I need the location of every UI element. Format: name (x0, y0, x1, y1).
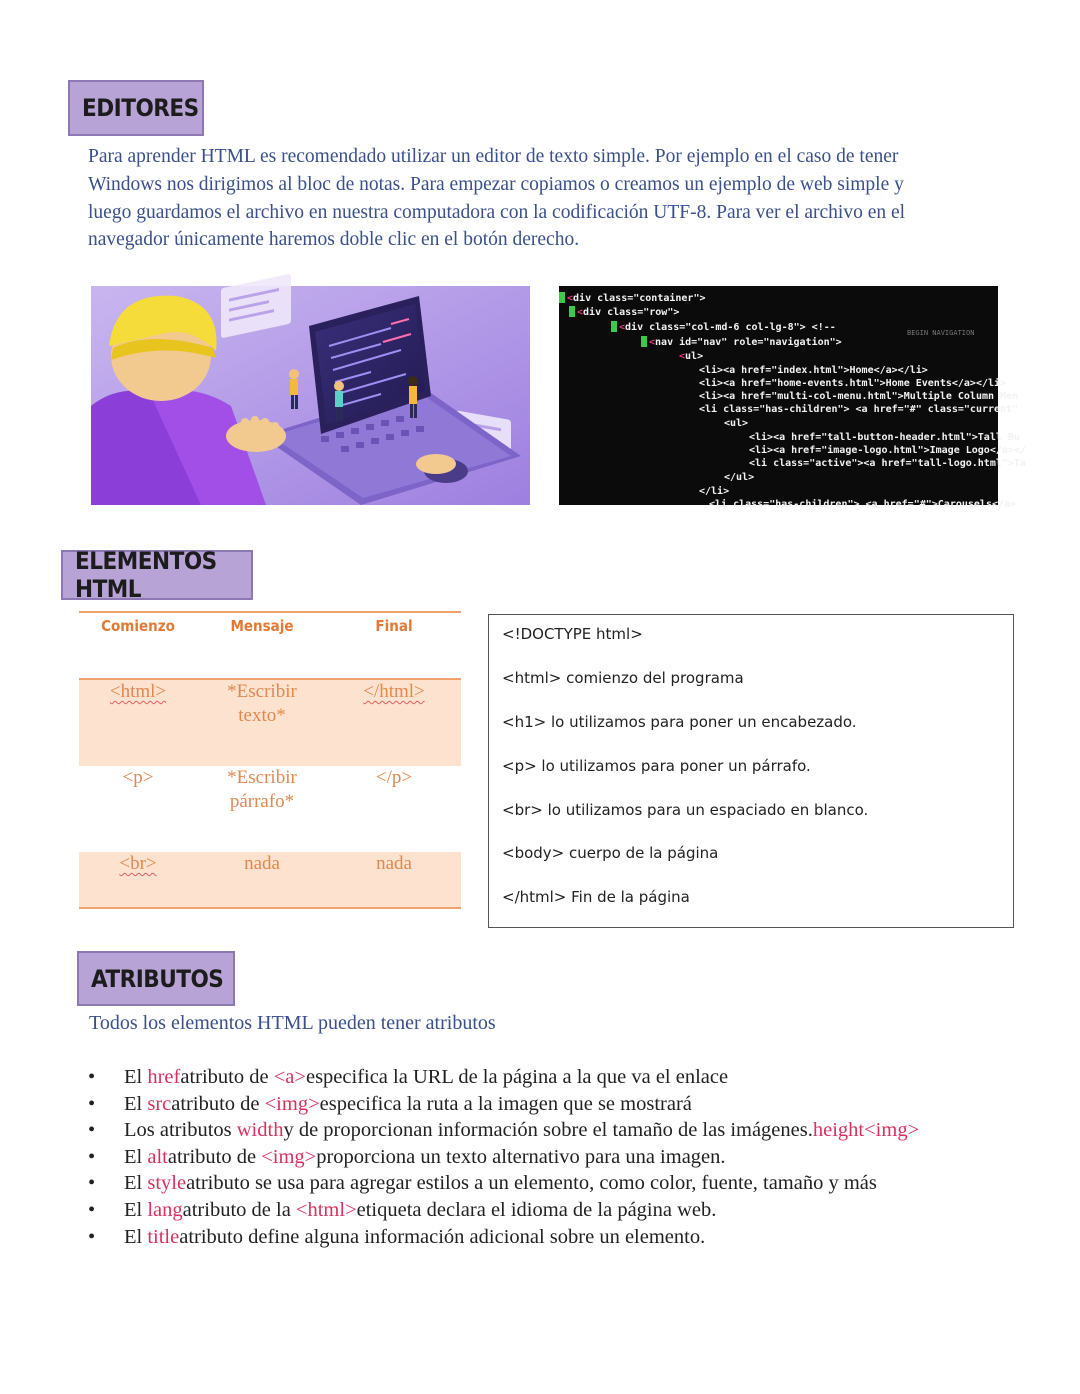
code-line: <li><a href="tall-button-header.html">Tall Bu (749, 432, 1020, 443)
table-row (79, 852, 461, 907)
bullet: • (88, 1092, 96, 1115)
table-rule (79, 907, 461, 909)
table-cell-message: *Escribir (227, 681, 297, 702)
code-line: </html> Fin de la página (502, 888, 690, 906)
editores-paragraph (88, 143, 988, 254)
list-item: • El titleatributo define alguna información adicional sobre un elemento. (86, 1224, 1046, 1251)
code-line: <li><a href="home-events.html">Home Events</a></li> (699, 378, 1007, 389)
bullet: • (88, 1119, 96, 1142)
svg-text:<div class="row">: <div class="row"> (577, 307, 680, 318)
list-item: • El altatributo de <img>proporciona un texto alternativo para una imagen. (86, 1144, 1046, 1171)
bullet: • (88, 1225, 96, 1248)
table-cell-message: texto* (238, 705, 286, 726)
code-screenshot (559, 286, 1026, 510)
bullet: • (88, 1066, 96, 1088)
code-line: <ul> (724, 418, 749, 429)
table-cell-end: </p> (375, 767, 413, 788)
table-cell-message: *Escribir (227, 767, 297, 788)
bullet: • (88, 1172, 96, 1195)
code-line: div class="col-md-6 col-lg-8"> <!-- (625, 322, 836, 333)
list-item: • El styleatributo se usa para agregar estilos a un elemento, como color, fuente, tamaño y más (86, 1170, 1046, 1197)
code-line: ul> (685, 351, 704, 362)
code-line: <br> lo utilizamos para un espaciado en blanco. (502, 801, 869, 819)
code-line: <li><a href="multi-col-menu.html">Multiple Column Men (699, 391, 1019, 402)
developer-illustration (91, 286, 530, 505)
code-line: <html> comienzo del programa (502, 669, 744, 687)
table-row (79, 766, 461, 852)
table-cell-message: nada (244, 853, 280, 874)
svg-text:<ul>: <ul> (679, 351, 704, 362)
table-header: Mensaje (230, 617, 294, 635)
table-cell-start: <html> (109, 681, 167, 702)
svg-text:<nav id="nav" role="navigation: <nav id="nav" role="navigation"> (649, 337, 842, 348)
code-line: <body> cuerpo de la página (502, 844, 719, 862)
code-line: <p> lo utilizamos para poner un párrafo. (502, 757, 811, 775)
table-header: Final (375, 617, 413, 635)
atributos-intro: Todos los elementos HTML pueden tener atributos (89, 1012, 496, 1034)
table-cell-message: párrafo* (229, 791, 295, 812)
svg-text:<div class="container">: <div class="container"> (567, 293, 706, 304)
code-comment: BEGIN NAVIGATION (907, 329, 975, 337)
intro-line: navegador únicamente haremos doble clic en el botón derecho. (88, 229, 580, 251)
table-cell-end: nada (376, 853, 412, 874)
intro-line: Windows nos dirigimos al bloc de notas. Para empezar copiamos o creamos un ejemplo de web simple y (88, 173, 904, 195)
list-item: • Los atributos widthy de proporcionan información sobre el tamaño de las imágenes.height<img> (86, 1117, 1046, 1144)
code-line: <li><a href="image-logo.html">Image Logo</a></ (749, 445, 1026, 456)
bullet: • (88, 1198, 96, 1221)
intro-line: luego guardamos el archivo en nuestra computadora con la codificación UTF-8. Para ver el archivo en el (88, 201, 906, 223)
section-header-elementos: ELEMENTOS HTML (61, 550, 253, 600)
code-line: <!DOCTYPE html> (502, 625, 643, 643)
intro-line: Para aprender HTML es recomendado utilizar un editor de texto simple. Por ejemplo en el caso de tener (88, 146, 899, 167)
svg-text:<div class="col-md-6 col-lg-8": <div class="col-md-6 col-lg-8"> <!-- (619, 322, 836, 333)
code-line: <li><a href="index.html">Home</a></li> (699, 365, 928, 376)
html-structure-box (488, 614, 1014, 928)
attributes-list (86, 1064, 1046, 1250)
table-row (79, 680, 461, 766)
list-item: • El langatributo de la <html>etiqueta declara el idioma de la página web. (86, 1197, 1046, 1224)
code-line: div class="container"> (573, 293, 706, 304)
table-header: Comienzo (101, 617, 175, 635)
code-line: div class="row"> (583, 307, 680, 318)
code-line: <h1> lo utilizamos para poner un encabezado. (502, 713, 857, 731)
bullet: • (88, 1145, 96, 1168)
code-line: </li> (699, 486, 730, 497)
code-line: <li class="has-children"> <a href="#">Carousels</a> (709, 499, 1017, 510)
code-line: <li class="active"><a href="tall-logo.html">Ta (749, 458, 1026, 469)
code-line: </ul> (724, 472, 755, 483)
code-line: nav id="nav" role="navigation"> (655, 337, 842, 348)
table-cell-end: </html> (363, 681, 425, 702)
table-rule (79, 611, 461, 613)
table-cell-start: <p> (122, 767, 154, 788)
code-line: <li class="has-children"> <a href="#" class="current" (699, 404, 1019, 415)
section-header-atributos: ATRIBUTOS (77, 951, 235, 1006)
section-header-editores: EDITORES (68, 80, 204, 136)
list-item: • El hrefatributo de <a>especifica la URL de la página a la que va el enlace (86, 1064, 1046, 1091)
table-cell-start: <br> (119, 853, 157, 874)
list-item: • El srcatributo de <img>especifica la ruta a la imagen que se mostrará (86, 1091, 1046, 1118)
